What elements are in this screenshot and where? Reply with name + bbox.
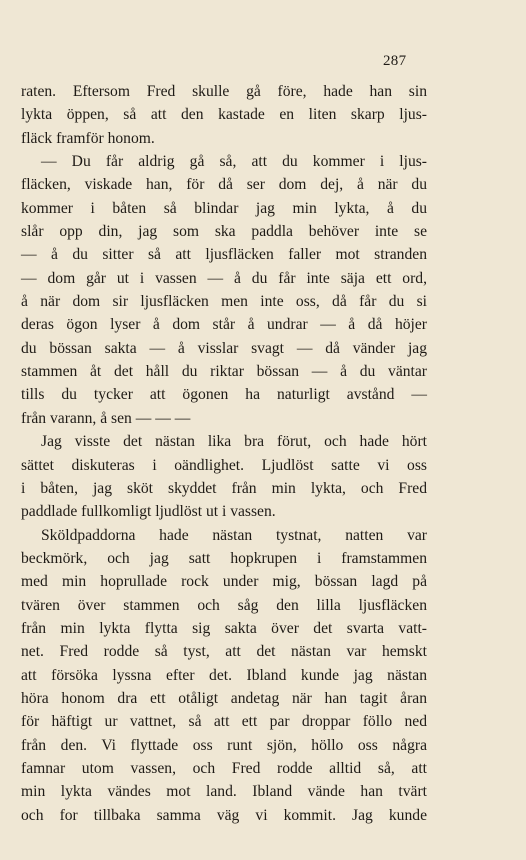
text-line: Jag visste det nästan lika bra förut, och hade hört bbox=[41, 433, 427, 451]
text-line: kommer i båten så blindar jag min lykta, å du bbox=[21, 199, 427, 217]
text-line: för häftigt ur vattnet, så att ett par droppar föllo ned bbox=[21, 713, 427, 731]
text-line: från min lykta flytta sig sakta över det svarta vatt- bbox=[21, 619, 427, 637]
body-text bbox=[21, 80, 427, 827]
text-line: tvären över stammen och såg den lilla ljusfläcken bbox=[21, 596, 427, 614]
text-line: från den. Vi flyttade oss runt sjön, höllo oss några bbox=[21, 736, 427, 754]
text-line: i båten, jag sköt skyddet från min lykta, och Fred bbox=[21, 479, 427, 497]
text-line: stammen åt det håll du riktar bössan — å du väntar bbox=[21, 363, 427, 381]
page-number: 287 bbox=[383, 53, 407, 69]
text-line: net. Fred rodde så tyst, att det nästan var hemskt bbox=[21, 643, 427, 661]
text-line: fläck framför honom. bbox=[21, 129, 155, 147]
text-line: famnar utom vassen, och Fred rodde alltid så, att bbox=[21, 759, 427, 777]
text-line: att försöka lyssna efter det. Ibland kunde jag nästan bbox=[21, 666, 427, 684]
text-line: slår opp din, jag som ska paddla behöver inte se bbox=[21, 223, 427, 241]
text-line: Sköldpaddorna hade nästan tystnat, natten var bbox=[41, 526, 427, 544]
text-line: paddlade fullkomligt ljudlöst ut i vassen. bbox=[21, 503, 276, 521]
text-line: du bössan sakta — å visslar svagt — då vänder jag bbox=[21, 339, 427, 357]
text-line: med min hoprullade rock under mig, bössan lagd på bbox=[21, 573, 427, 591]
text-line: å när dom sir ljusfläcken men inte oss, då får du si bbox=[21, 293, 427, 311]
text-line: fläcken, viskade han, för då ser dom dej, å när du bbox=[21, 176, 427, 194]
text-line: — Du får aldrig gå så, att du kommer i ljus- bbox=[41, 153, 427, 171]
text-line: raten. Eftersom Fred skulle gå före, hade han sin bbox=[21, 83, 427, 100]
text-line: och for tillbaka samma väg vi kommit. Jag kunde bbox=[21, 806, 427, 824]
text-line: deras ögon lyser å dom står å undrar — å då höjer bbox=[21, 316, 427, 334]
text-line: sättet diskuteras i oändlighet. Ljudlöst satte vi oss bbox=[21, 456, 427, 474]
text-line: — å du sitter så att ljusfläcken faller mot stranden bbox=[21, 246, 427, 264]
text-line: tills du tycker att ögonen ha naturligt avstånd — bbox=[21, 386, 427, 404]
text-line: höra honom dra ett otåligt andetag när han tagit åran bbox=[21, 689, 427, 707]
text-line: beckmörk, och jag satt hopkrupen i framstammen bbox=[21, 549, 427, 567]
text-line: — dom går ut i vassen — å du får inte säja ett ord, bbox=[21, 269, 427, 287]
text-line: från varann, å sen — — — bbox=[21, 409, 191, 427]
text-line: min lykta vändes mot land. Ibland vände han tvärt bbox=[21, 783, 427, 801]
text-line: lykta öppen, så att den kastade en liten skarp ljus- bbox=[21, 106, 427, 124]
